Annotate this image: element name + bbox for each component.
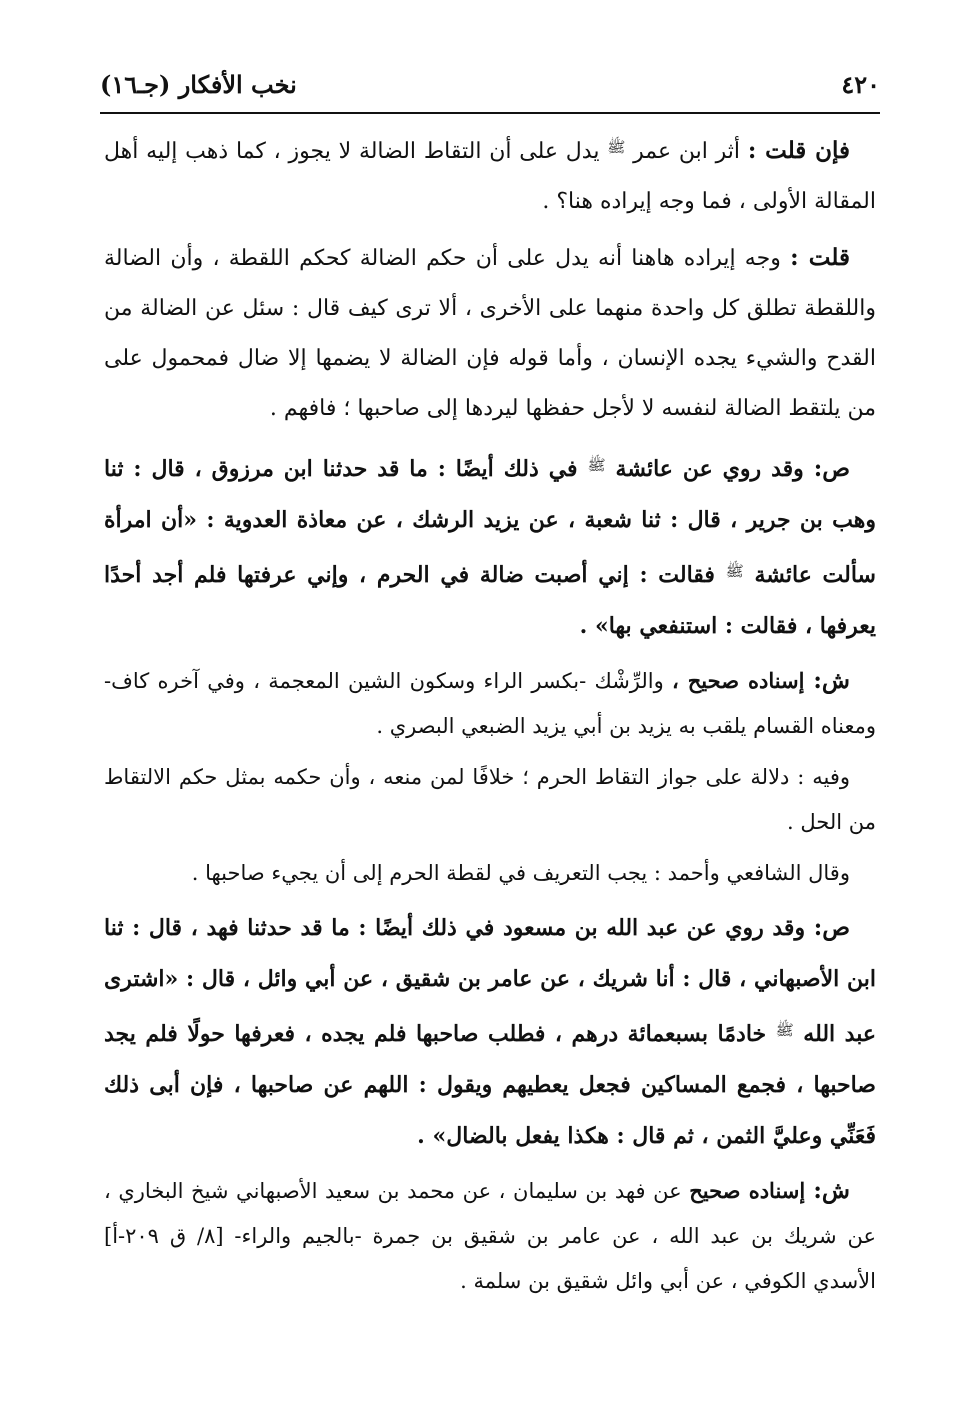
paragraph-text: عن فهد بن سليمان ، عن محمد بن سعيد الأصبهاني شيخ البخاري ، عن شريك بن عبد الله ، عن عامر بن شقيق بن جمرة -بالجيم والراء- [٨/ ق ٢٠٩-أ] الأسدي الكوفي ، عن أبي وائل شقيق بن سلمة .: [104, 1179, 876, 1293]
paragraph-text: في ذلك أيضًا : ما قد حدثنا ابن مرزوق ، قال : ثنا وهب بن جرير ، قال : ثنا شعبة ، عن يزيد الرشك ، عن معاذة العدوية : «أن امرأة سألت عائشة: [104, 456, 876, 588]
paragraph-lead: ش:: [813, 1177, 850, 1204]
paragraph-text: والرِّشْك -بكسر الراء وسكون الشين المعجمة ، وفي آخره كاف- ومعناه القسام يلقب به يزيد بن أبي يزيد الضبعي البصري .: [104, 669, 876, 738]
paragraph-emphasis: إسناده صحيح ،: [672, 668, 814, 693]
paragraph-text: وجه إيراده هاهنا أنه يدل على أن حكم الضالة كحكم اللقطة ، وأن الضالة واللقطة تطلق كل واحدة منهما على الأخرى ، ألا ترى كيف قال : سئل عن الضالة من القدح والشيء يجده الإنسان ، وأما قوله فإن الضالة لا يضمها إلا ضال فمحمول على من يلتقط الضالة لنفسه لا لأجل حفظها ليردها إلى صاحبها ؛ فافهم .: [104, 246, 876, 421]
paragraph-lead: ص:: [813, 455, 850, 482]
honorific-symbol: ﷺ: [587, 456, 606, 474]
paragraph-text: وفيه : دلالة على جواز التقاط الحرم ؛ خلافًا لمن منعه ، وأن حكمه بمثل حكم الالتقاط من الحل .: [104, 765, 876, 834]
page-body: [104, 122, 876, 1310]
paragraph-commentary-2: [104, 755, 876, 845]
paragraph-text: وقد روي عن عائشة: [605, 456, 814, 482]
book-title: نخب الأفكار (جـ١٦): [100, 69, 297, 99]
paragraph-commentary-3: [104, 851, 876, 896]
header-divider: [100, 112, 880, 114]
paragraph-hadith-aisha: [104, 440, 876, 652]
paragraph-answer: [104, 233, 876, 434]
paragraph-text: وقد روي عن عبد الله بن مسعود في ذلك أيضًا : ما قد حدثنا فهد ، قال : ثنا ابن الأصبهاني ، قال : أنا شريك ، عن عامر بن شقيق ، عن أبي وائل ، قال : «اشترى عبد الله: [104, 915, 876, 1047]
honorific-symbol: ﷺ: [607, 138, 626, 156]
paragraph-question: [104, 122, 876, 227]
honorific-symbol: ﷺ: [775, 1021, 794, 1039]
paragraph-text: أثر ابن عمر: [625, 139, 748, 164]
honorific-symbol: ﷺ: [725, 562, 744, 580]
paragraph-text: خادمًا بسبعمائة درهم ، فطلب صاحبها فلم يجده ، فعرفها حولًا فلم يجد صاحبها ، فجمع المساكين فجعل يعطيهم ويقول : اللهم عن صاحبها ، فإن أبى ذلك فَعَنِّي وعليَّ الثمن ، ثم قال : هكذا يفعل بالضال» .: [104, 1021, 876, 1149]
page-number: ٤٢٠: [841, 69, 880, 99]
paragraph-commentary-1: [104, 658, 876, 749]
paragraph-text: يدل على أن التقاط الضالة لا يجوز ، كما ذهب إليه أهل المقالة الأولى ، فما وجه إيراده هنا؟ .: [104, 139, 876, 214]
paragraph-lead: قلت :: [790, 244, 850, 271]
paragraph-emphasis: إسناده صحيح: [689, 1178, 814, 1203]
paragraph-lead: ص:: [813, 914, 851, 941]
paragraph-text: وقال الشافعي وأحمد : يجب التعريف في لقطة الحرم إلى أن يجيء صاحبها .: [191, 861, 850, 885]
paragraph-hadith-ibn-masud: [104, 902, 876, 1162]
paragraph-lead: ش:: [813, 667, 850, 694]
paragraph-lead: فإن قلت :: [747, 137, 850, 164]
page-header: [100, 62, 880, 106]
paragraph-commentary-4: [104, 1168, 876, 1304]
paragraph-text: فقالت : إني أصبت ضالة في الحرم ، وإني عرفتها فلم أجد أحدًا يعرفها ، فقالت : استنفعي بها» .: [104, 562, 876, 639]
